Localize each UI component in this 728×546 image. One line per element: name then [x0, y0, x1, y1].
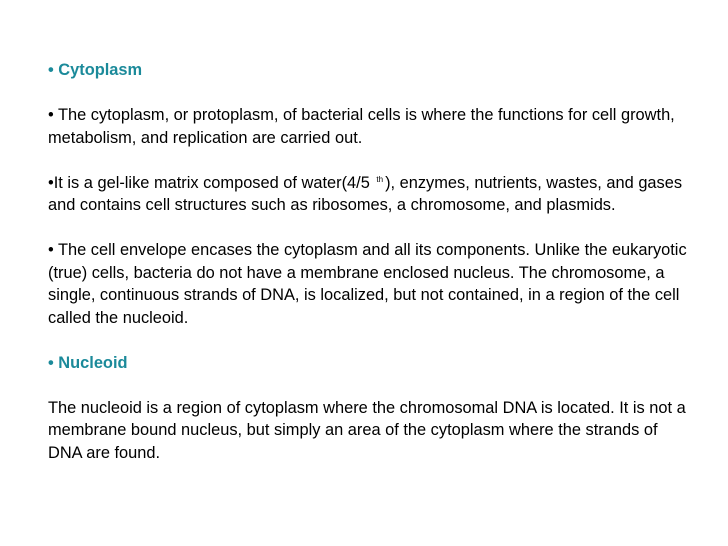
- cytoplasm-heading-text: Cytoplasm: [58, 61, 143, 79]
- nucleoid-heading-bullet: •: [48, 353, 59, 372]
- cytoplasm-heading: [48, 59, 688, 82]
- cytoplasm-paragraph-1: • The cytoplasm, or protoplasm, of bacterial cells is where the functions for cell growth, metabolism, and replication are carried out.: [48, 106, 675, 147]
- cytoplasm-paragraph-2: [48, 172, 688, 217]
- cytoplasm-heading-bullet: •: [48, 61, 59, 79]
- slide-content: [48, 59, 688, 487]
- cytoplasm-paragraph-2-end: ), enzymes, nutrients, wastes, and gases and contains cell structures such as ribosomes, a chromosome, and plasmids.: [48, 173, 683, 214]
- cytoplasm-paragraph-3: • The cell envelope encases the cytoplasm and all its components. Unlike the eukaryotic (true) cells, bacteria do not have a membrane enclosed nucleus. The chromosome, a single, continuous strands of DNA, is localized, but not contained, in a region of the cell called the nucleoid.: [48, 241, 687, 327]
- nucleoid-heading: [48, 352, 688, 375]
- ordinal-superscript: th: [376, 174, 384, 184]
- nucleoid-paragraph-1: The nucleoid is a region of cytoplasm where the chromosomal DNA is located. It is not a membrane bound nucleus, but simply an area of the cytoplasm where the strands of DNA are found.: [48, 398, 686, 462]
- cytoplasm-paragraph-2-start: •It is a gel-like matrix composed of water(4/5: [48, 173, 375, 192]
- nucleoid-heading-text: Nucleoid: [58, 353, 128, 372]
